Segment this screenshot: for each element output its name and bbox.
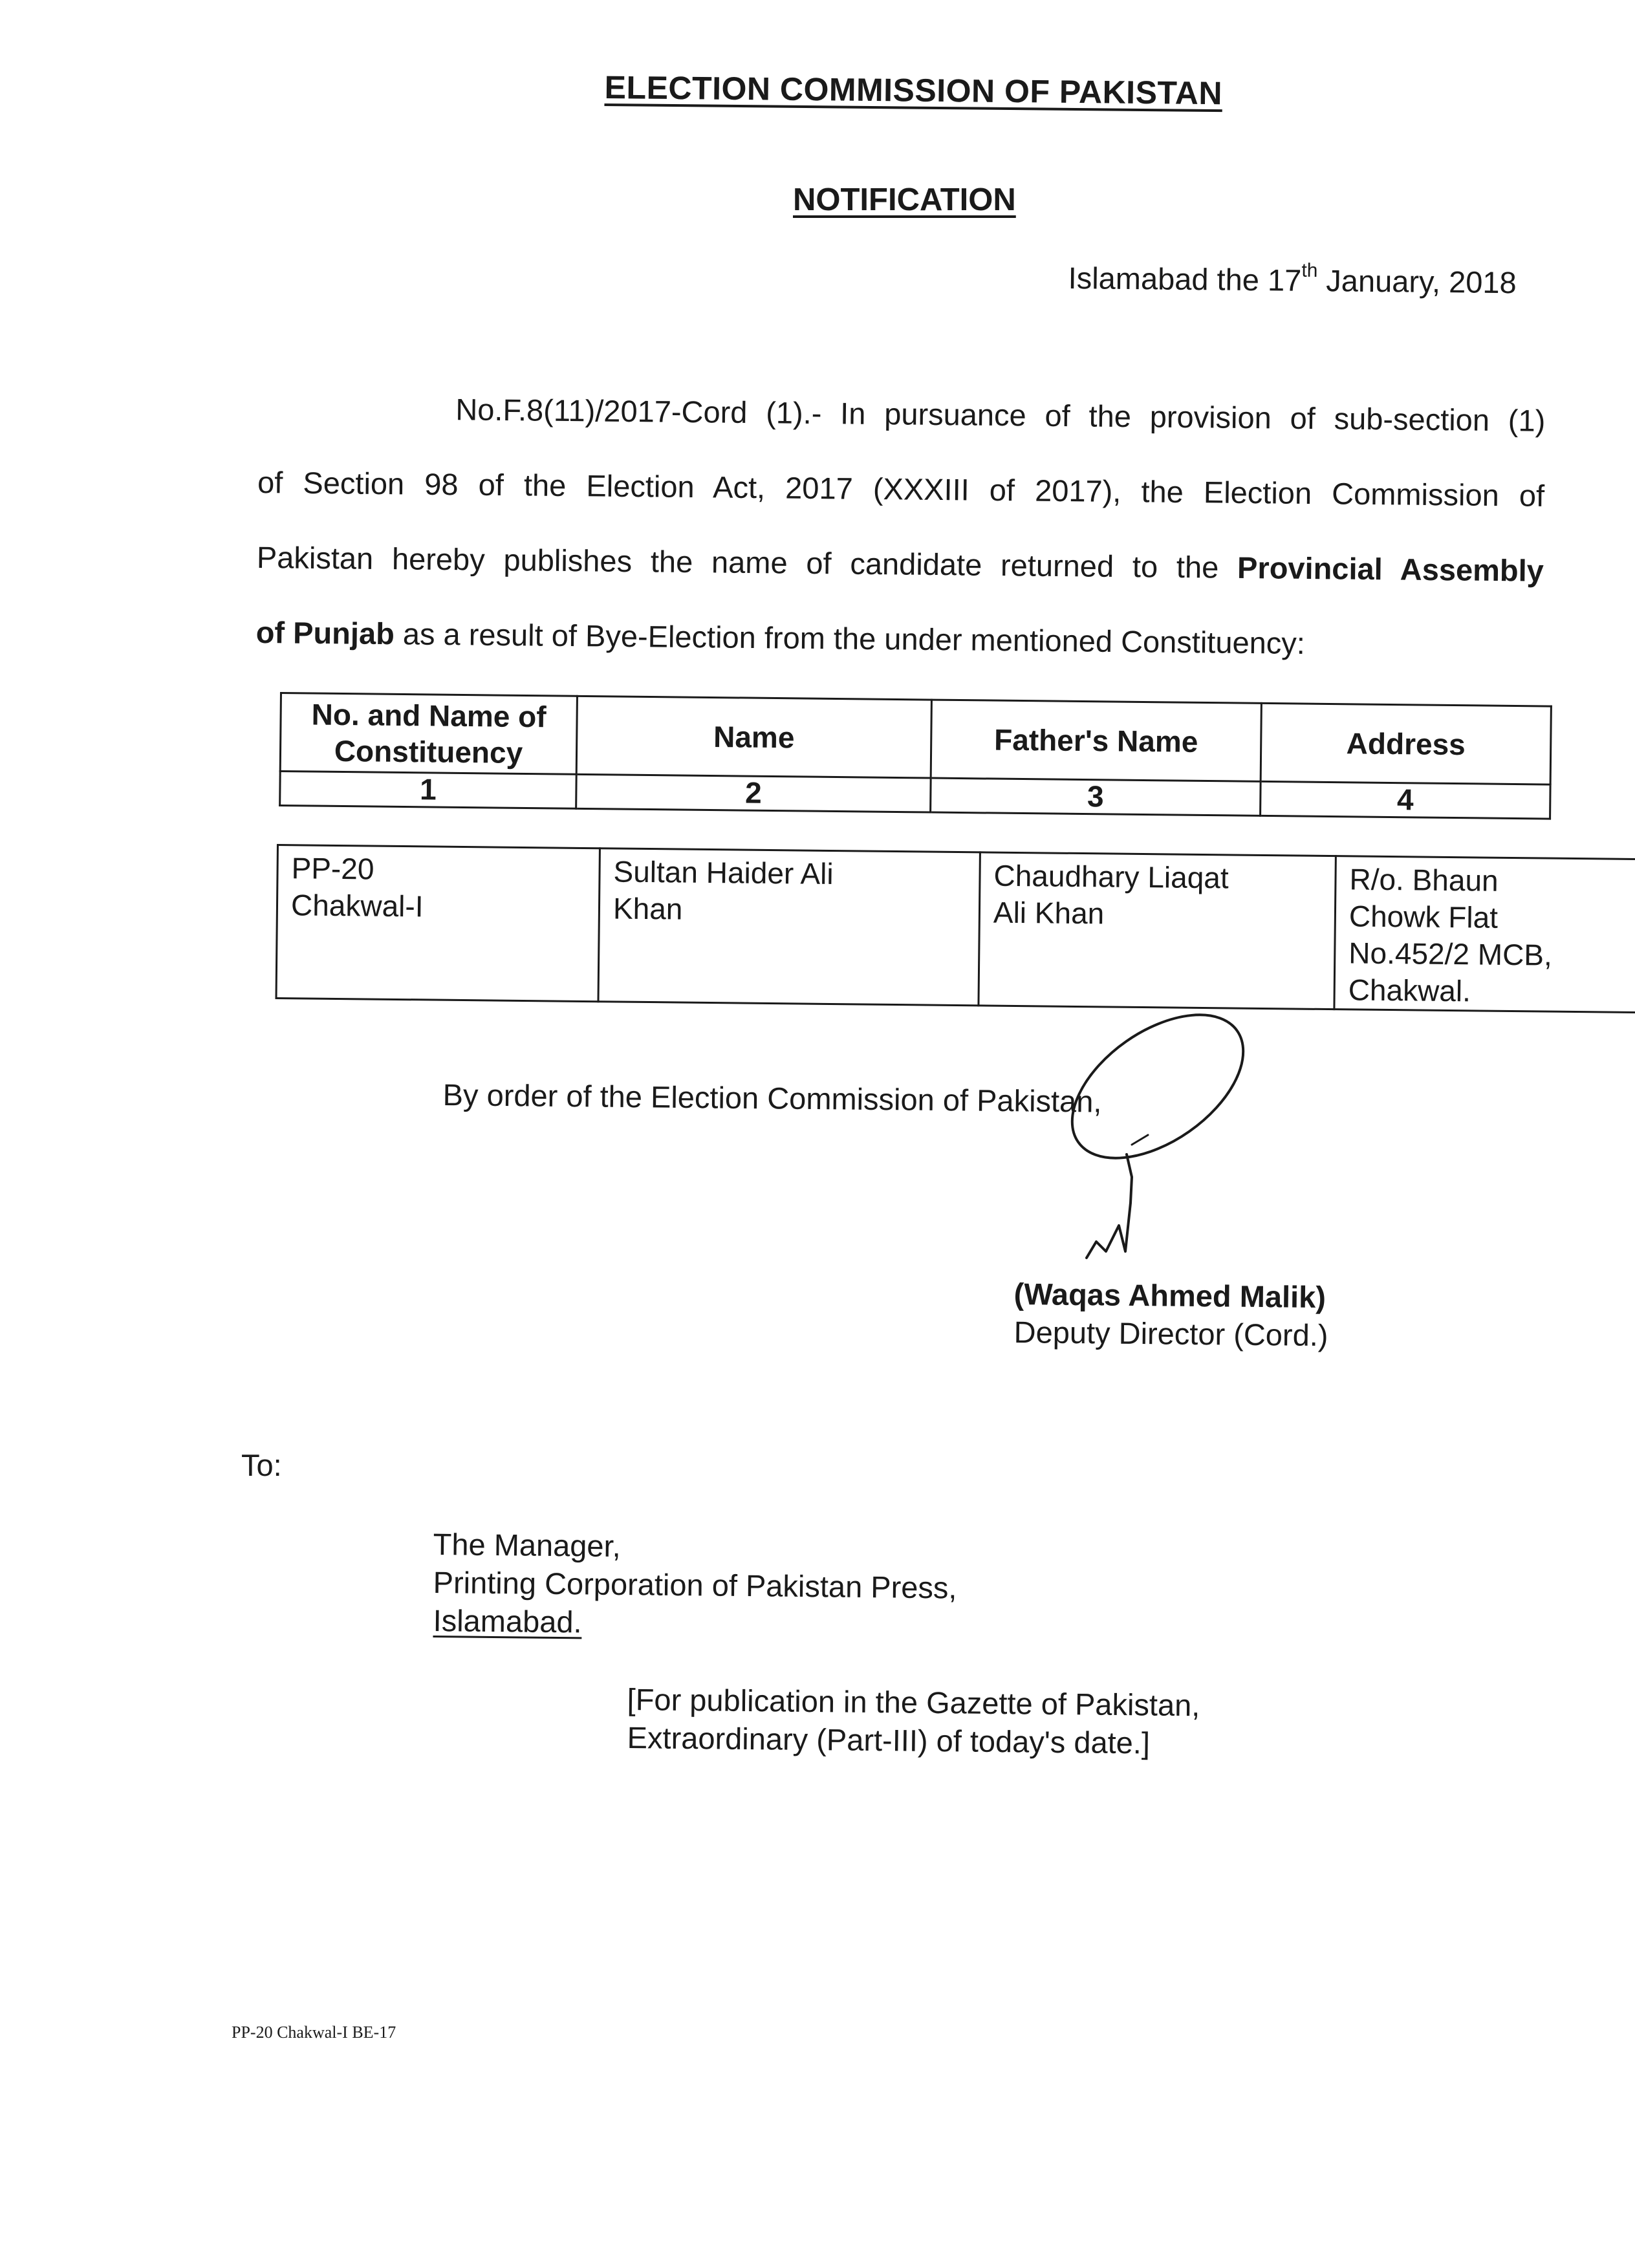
notification-paragraph [255, 370, 1546, 684]
table-data [275, 844, 1635, 1013]
recipient-line-3: Islamabad. [433, 1603, 582, 1639]
paragraph-line-3 [256, 520, 1544, 609]
address-line: Chakwal. [1348, 973, 1471, 1008]
cell-constituency [276, 845, 600, 1002]
table-row [276, 845, 1635, 1013]
header-address: Address [1261, 703, 1551, 784]
to-label: To: [241, 1448, 282, 1482]
column-number-1: 1 [280, 772, 577, 809]
signature-icon [1035, 996, 1306, 1268]
father-name-line: Chaudhary Liaqat [993, 858, 1229, 895]
order-line: By order of the Election Commission of Pakistan, [442, 1077, 1102, 1119]
paragraph-line-4 [255, 595, 1543, 684]
paragraph-line-4-bold: of Punjab [255, 614, 395, 651]
date-suffix: th [1301, 259, 1318, 282]
footer-reference: PP-20 Chakwal-I BE-17 [232, 2023, 396, 2042]
recipient-line-2: Printing Corporation of Pakistan Press, [433, 1565, 957, 1605]
father-name-line: Ali Khan [993, 895, 1105, 931]
name-line: Khan [612, 891, 683, 926]
publication-note-line-1: [For publication in the Gazette of Pakistan, [627, 1682, 1200, 1723]
address-line: R/o. Bhaun [1349, 862, 1499, 898]
constituency-line: Chakwal-I [290, 888, 424, 923]
recipient-line-1: The Manager, [433, 1527, 621, 1564]
publication-note-line-2: Extraordinary (Part-III) of today's date.] [627, 1720, 1151, 1760]
constituency-line: PP-20 [291, 851, 374, 886]
paragraph-line-2: of Section 98 of the Election Act, 2017 (XXXIII of 2017), the Election Commission of [257, 464, 1545, 513]
organization-title: ELECTION COMMISSION OF PAKISTAN [604, 69, 1223, 112]
cell-address [1334, 856, 1635, 1013]
header-name: Name [576, 696, 931, 778]
column-number-4: 4 [1261, 781, 1551, 819]
notification-title: NOTIFICATION [793, 182, 1016, 217]
date-rest: January, 2018 [1317, 263, 1517, 300]
date-prefix: Islamabad the 17 [1068, 260, 1302, 297]
header-father-name: Father's Name [931, 700, 1261, 781]
column-number-2: 2 [576, 774, 931, 812]
header-constituency: No. and Name of Constituency [280, 693, 577, 775]
paragraph-line-3-bold: Provincial Assembly [1237, 550, 1544, 588]
cell-name [598, 848, 980, 1006]
paragraph-line-4-text: as a result of Bye-Election from the under mentioned Constituency: [394, 616, 1306, 660]
column-number-3: 3 [931, 778, 1261, 815]
signatory-name: (Waqas Ahmed Malik) [1013, 1277, 1326, 1315]
paragraph-line-3-text: Pakistan hereby publishes the name of candidate returned to the [256, 539, 1238, 585]
table-header [279, 692, 1552, 820]
date-line [1068, 260, 1517, 300]
name-line: Sultan Haider Ali [613, 854, 834, 891]
cell-father-name [979, 852, 1336, 1010]
address-line: No.452/2 MCB, [1348, 936, 1553, 972]
paragraph-line-1: No.F.8(11)/2017-Cord (1).- In pursuance of the provision of sub-section (1) [455, 392, 1546, 438]
signatory-title: Deputy Director (Cord.) [1013, 1315, 1328, 1353]
table-header-row [280, 693, 1551, 785]
address-line: Chowk Flat [1348, 899, 1499, 934]
